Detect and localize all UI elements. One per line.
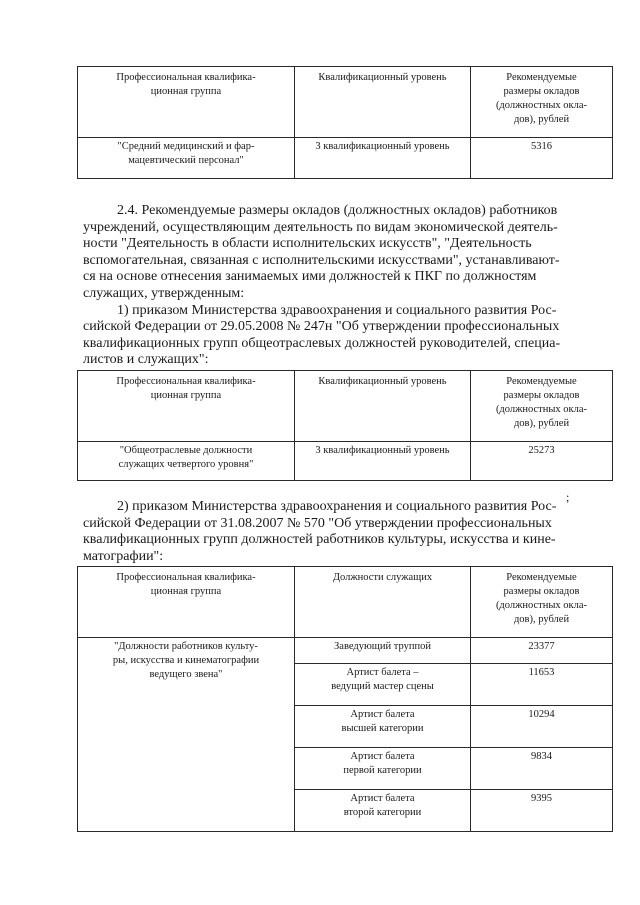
- position-cell: Заведующий труппой: [295, 638, 471, 664]
- salary-table-general: [77, 370, 613, 481]
- text-line: ности "Деятельность в области исполнительских искусств", "Деятельность: [83, 236, 532, 252]
- position-cell: Артист балета второй категории: [295, 790, 471, 832]
- salary-cell: 9395: [471, 790, 613, 832]
- header-cell-level: Квалификационный уровень: [295, 67, 471, 138]
- paragraph-item-2: [83, 499, 583, 565]
- salary-table-culture: [77, 566, 613, 832]
- text-line: служащих, утвержденным:: [83, 285, 245, 301]
- header-cell-level: Квалификационный уровень: [295, 371, 471, 442]
- text-line: ся на основе отнесения занимаемых ими должностей к ПКГ по должностям: [83, 269, 537, 285]
- level-cell: 3 квалификационный уровень: [295, 138, 471, 179]
- position-cell: Артист балета первой категории: [295, 748, 471, 790]
- header-cell-group: Профессиональная квалифика- ционная группа: [78, 67, 295, 138]
- text-line: квалификационных групп должностей работников культуры, искусства и кине-: [83, 532, 556, 548]
- salary-cell: 10294: [471, 706, 613, 748]
- table-row: [78, 138, 613, 179]
- salary-cell: 23377: [471, 638, 613, 664]
- salary-table-medical: [77, 66, 613, 179]
- group-cell: "Общеотраслевые должности служащих четвертого уровня": [78, 442, 295, 481]
- header-cell-salary: Рекомендуемые размеры окладов (должностных окла- дов), рублей: [471, 371, 613, 442]
- text-line: 1) приказом Министерства здравоохранения и социального развития Рос-: [117, 302, 557, 318]
- position-cell: Артист балета высшей категории: [295, 706, 471, 748]
- salary-cell: 5316: [471, 138, 613, 179]
- group-cell: "Средний медицинский и фар- мацевтический персонал": [78, 138, 295, 179]
- header-cell-salary: Рекомендуемые размеры окладов (должностных окла- дов), рублей: [471, 67, 613, 138]
- group-cell: "Должности работников культу- ры, искусства и кинематографии ведущего звена": [78, 638, 295, 832]
- text-line: квалификационных групп общеотраслевых должностей руководителей, специа-: [83, 335, 561, 351]
- table-header-row: [78, 371, 613, 442]
- text-line: учреждений, осуществляющим деятельность по видам экономической деятель-: [83, 219, 558, 235]
- position-cell: Артист балета – ведущий мастер сцены: [295, 664, 471, 706]
- text-line: 2.4. Рекомендуемые размеры окладов (должностных окладов) работников: [117, 203, 558, 218]
- paragraph-2-4: [83, 203, 583, 369]
- header-cell-salary: Рекомендуемые размеры окладов (должностных окла- дов), рублей: [471, 567, 613, 638]
- text-line: вспомогательная, связанная с исполнительскими искусствами", устанавливают-: [83, 252, 560, 268]
- header-cell-group: Профессиональная квалифика- ционная группа: [78, 567, 295, 638]
- header-cell-position: Должности служащих: [295, 567, 471, 638]
- level-cell: 3 квалификационный уровень: [295, 442, 471, 481]
- salary-cell: 25273: [471, 442, 613, 481]
- text-line: листов и служащих":: [83, 352, 209, 368]
- salary-cell: 9834: [471, 748, 613, 790]
- table-row: [78, 442, 613, 481]
- table-row: [78, 638, 613, 664]
- text-line: матографии":: [83, 548, 164, 564]
- table-header-row: [78, 67, 613, 138]
- header-cell-group: Профессиональная квалифика- ционная группа: [78, 371, 295, 442]
- text-line: 2) приказом Министерства здравоохранения и социального развития Рос-: [117, 499, 557, 514]
- text-line: сийской Федерации от 29.05.2008 № 247н "Об утверждении профессиональных: [83, 319, 560, 335]
- table-header-row: [78, 567, 613, 638]
- text-line: сийской Федерации от 31.08.2007 № 570 "Об утверждении профессиональных: [83, 515, 552, 531]
- semicolon-mark: ;: [566, 490, 570, 504]
- salary-cell: 11653: [471, 664, 613, 706]
